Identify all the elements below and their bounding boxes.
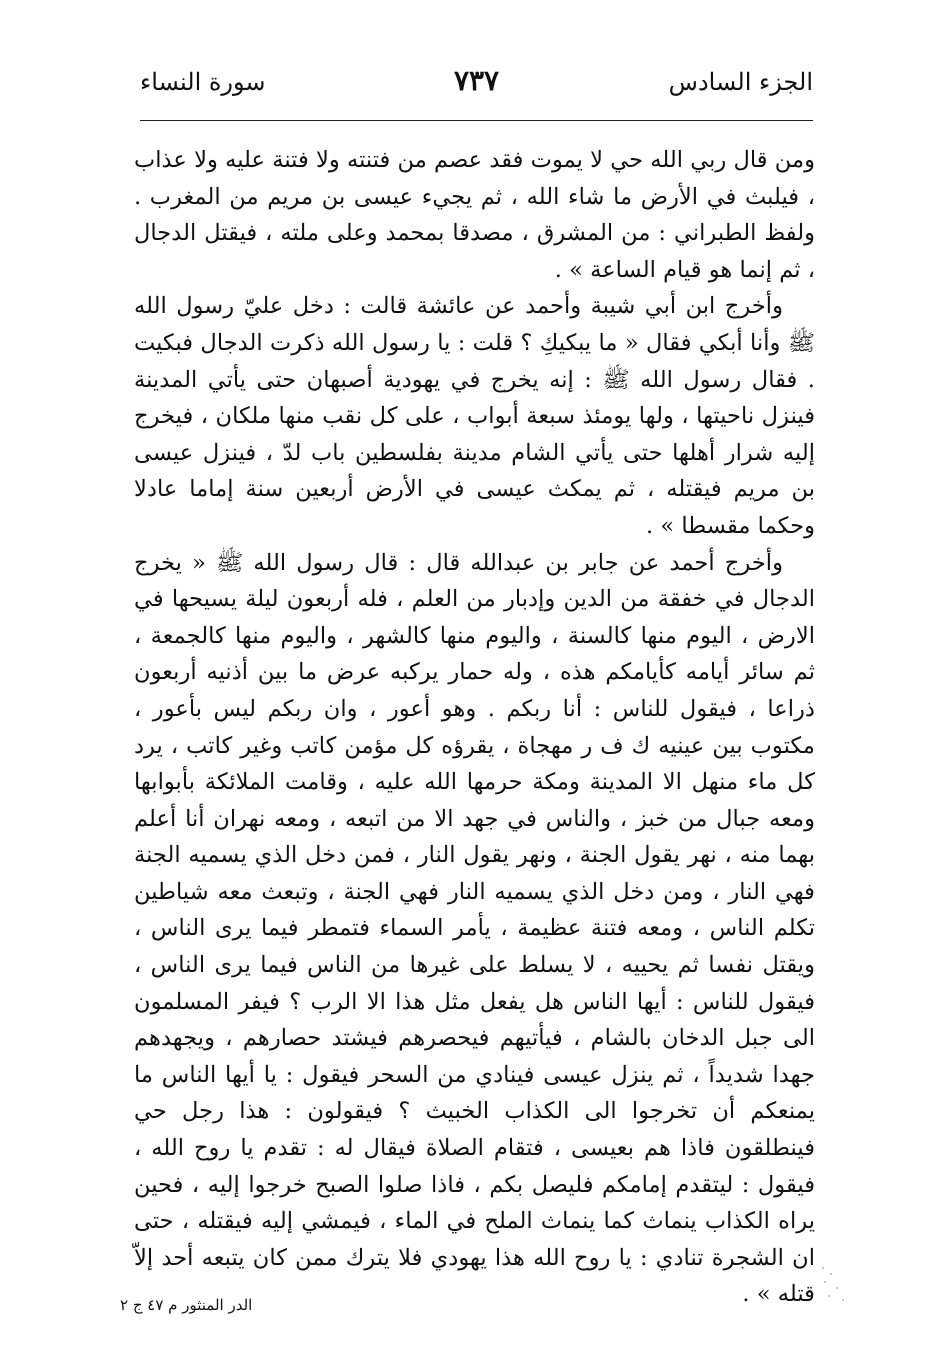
surah-title: سورة النساء: [140, 68, 266, 96]
footer-signature: الدر المنثور م ٤٧ ج ٢: [120, 1296, 253, 1314]
scan-speckle: [818, 1265, 852, 1305]
part-title: الجزء السادس: [668, 68, 813, 96]
paragraph-3: وأخرج أحمد عن جابر بن عبدالله قال : قال رسول الله ﷺ « يخرج الدجال في خفقة من الدين وإدبار من العلم ، فله أربعون ليلة يسيحها في الارض ، اليوم منها كالسنة ، واليوم منها كالشهر ، واليوم منها كالجمعة ، ثم سائر أيامه كأيامكم هذه ، وله حمار يركبه عرض ما بين أذنيه أربعون ذراعا ، فيقول للناس : أنا ربكم . وهو أعور ، وان ربكم ليس بأعور ، مكتوب بين عينيه ك ف ر مهجاة ، يقرؤه كل مؤمن كاتب وغير كاتب ، يرد كل ماء منهل الا المدينة ومكة حرمها الله عليه ، وقامت الملائكة بأبوابها ومعه جبال من خبز ، والناس في جهد الا من اتبعه ، ومعه نهران أنا أعلم بهما منه ، نهر يقول الجنة ، ونهر يقول النار ، فمن دخل الذي يسميه الجنة فهي النار ، ومن دخل الذي يسميه النار فهي الجنة ، وتبعث معه شياطين تكلم الناس ، ومعه فتنة عظيمة ، يأمر السماء فتمطر فيما يرى الناس ، ويقتل نفسا ثم يحييه ، لا يسلط على غيرها من الناس فيما يرى الناس ، فيقول للناس : أيها الناس هل يفعل مثل هذا الا الرب ؟ فيفر المسلمون الى جبل الدخان بالشام ، فيأتيهم فيحصرهم فيشتد حصارهم ، ويجهدهم جهدا شديداً ، ثم ينزل عيسى فينادي من السحر فيقول : يا أيها الناس ما يمنعكم أن تخرجوا الى الكذاب الخبيث ؟ فيقولون : هذا رجل حي فينطلقون فاذا هم بعيسى ، فتقام الصلاة فيقال له : تقدم يا روح الله ، فيقول : ليتقدم إمامكم فليصل بكم ، فاذا صلوا الصبح خرجوا إليه ، فحين يراه الكذاب ينماث كما ينماث الملح في الماء ، فيمشي إليه فيقتله ، حتى ان الشجرة تنادي : يا روح الله هذا يهودي فلا يترك ممن كان يتبعه أحد إلاّ قتله » .: [134, 549, 815, 1308]
body-text: [134, 142, 815, 1313]
header-divider: [140, 120, 813, 121]
paragraph-2: وأخرج ابن أبي شيبة وأحمد عن عائشة قالت : دخل عليّ رسول الله ﷺ وأنا أبكي فقال « ما يبكيكِ ؟ قلت : يا رسول الله ذكرت الدجال فبكيت . فقال رسول الله ﷺ : إنه يخرج في يهودية أصبهان حتى يأتي المدينة فينزل ناحيتها ، ولها يومئذ سبعة أبواب ، على كل نقب منها ملكان ، فيخرج إليه شرار أهلها حتى يأتي الشام مدينة بفلسطين باب لدّ ، فينزل عيسى بن مريم فيقتله ، ثم يمكث عيسى في الأرض أربعين سنة إماما عادلا وحكما مقسطا » .: [134, 293, 815, 539]
paragraph-1: ومن قال ربي الله حي لا يموت فقد عصم من فتنته ولا فتنة عليه ولا عذاب ، فيلبث في الأرض ما شاء الله ، ثم يجيء عيسى بن مريم من المغرب . ولفظ الطبراني : من المشرق ، مصدقا بمحمد وعلى ملته ، فيقتل الدجال ، ثم إنما هو قيام الساعة » .: [134, 147, 815, 283]
page-header: [140, 62, 813, 108]
page-number: ٧٣٧: [453, 64, 500, 97]
